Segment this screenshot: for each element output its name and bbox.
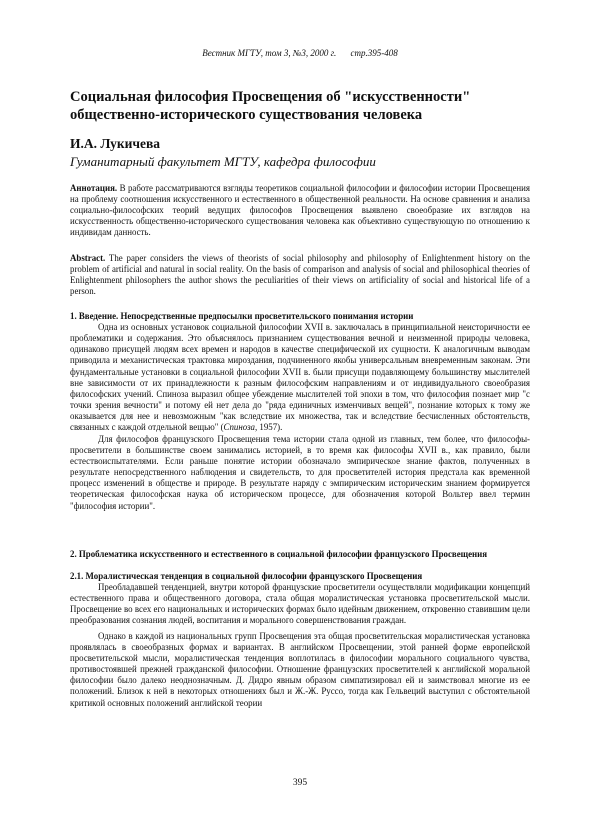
section-2-heading: 2. Проблематика искусственного и естественного в социальной философии французского Просвещения xyxy=(70,549,488,559)
running-header xyxy=(70,48,530,58)
section-2-1-paragraph-2: Однако в каждой из национальных групп Просвещения эта общая просветительская моралистическая установка проявлялась в своеобразных формах и вариантах. В английском Просвещении, этой ранней форме европейской просветительской мысли, моралистическая тенденция воплотилась в философии морального социального чувства, противостоявшей прежней гражданской философии. Отношение французских просветителей к английской моральной философии было далеко неоднозначным. Д. Дидро явным образом симпатизировал ей и заимствовал многие из ее положений. Близок к ней в некоторых отношениях был и Ж.-Ж. Руссо, тогда как Гельвеций выступил с обстоятельной критикой основных положений английской теории xyxy=(70,630,530,708)
abstract-en-label: Abstract. xyxy=(70,253,106,263)
page-range: стр.395-408 xyxy=(350,48,398,58)
section-2-1-paragraph-1: Преобладавшей тенденцией, внутри которой французские просветители осуществляли модификации концепций естественного права и общественного договора, стала общая моралистическая установка просветительской мысли. Просвещение во всех его национальных и исторических формах было идейным движением, откровенно ставившим цели преобразования сознания людей, воспитания и морального совершенствования граждан. xyxy=(70,582,530,626)
article-title: Социальная философия Просвещения об "искусственности" общественно-исторического существования человека xyxy=(70,89,471,123)
page-number: 395 xyxy=(292,778,308,788)
author-name: И.А. Лукичева xyxy=(70,136,161,151)
section-1-heading: 1. Введение. Непосредственные предпосылки просветительского понимания истории xyxy=(70,311,414,321)
journal-page xyxy=(70,0,530,820)
abstract-en-text: The paper considers the views of theorists of social philosophy and philosophy of Enlightenment history on the problem of artificial and natural in social reality. On the basis of comparison and analysis of social and philosophical theories of Enlightenment philosophers the author shows the peculiarities of their views on artificiality of social and historical life of a person. xyxy=(70,253,530,297)
section-1-body xyxy=(70,322,530,512)
section-2-1-body xyxy=(70,582,530,709)
section-1-paragraph-1: Одна из основных установок социальной философии XVII в. заключалась в принципиальной неисторичности ее проблематики и содержания. Это объяснялось признанием существования вечной и неизменной природы человека, одинаково присущей людям всех времен и народов в качестве специфической их сущности. К аналогичным выводам приводила и механистическая трактовка мироздания, подчиненного якобы универсальным вневременным законам. Эти фундаментальные установки в социальной философии XVII в. были присущи подавляющему большинству мыслителей вне зависимости от их принадлежности к разным философским направлениям и от индивидуального своеобразия философских учений. Спиноза выразил общее убеждение мыслителей той эпохи в том, что философия познает мир "с точки зрения вечности" и потому ей нет дела до "ряда единичных изменчивых вещей", познание которых к тому же оказывается для нее и невозможным "как вследствие их множества, так и вследствие бесчисленных обстоятельств, связанных с каждой отдельной вещью" (Спиноза, 1957). xyxy=(70,322,530,433)
abstract-english xyxy=(70,253,530,297)
citation-author: Спиноза xyxy=(223,422,255,433)
abstract-russian xyxy=(70,183,530,238)
author-affiliation: Гуманитарный факультет МГТУ, кафедра философии xyxy=(70,154,376,169)
abstract-ru-label: Аннотация. xyxy=(70,183,118,193)
journal-info: Вестник МГТУ, том 3, №3, 2000 г. xyxy=(202,48,337,58)
section-2-1-heading: 2.1. Моралистическая тенденция в социальной философии французского Просвещения xyxy=(70,571,423,581)
abstract-ru-text: В работе рассматриваются взгляды теоретиков социальной философии и философии истории Просвещения на проблему соотношения искусственного и естественного в общественной реальности. На основе сравнения и анализа социально-философских теорий ведущих философов Просвещения выявлено своеобразие их взглядов на искусственность общественно-исторического существования человека как объективно существующую по отношению к индивидам данность. xyxy=(70,183,531,238)
section-1-paragraph-2: Для философов французского Просвещения тема истории стала одной из главных, тем более, что философы-просветители в большинстве своем занимались историей, в то время как философы XVII в., как правило, были естествоиспытателями. Если раньше понятие истории обозначало эмпирическое знание фактов, полученных в результате непосредственного наблюдения и свидетельств, то для просветителей история предстала как временной процесс изменений в обществе и природе. В результате наряду с эмпирическим историческим знанием формируется теоретическая философская наука об историческом процессе, для обозначения которой Вольтер ввел термин "философия истории". xyxy=(70,433,530,511)
